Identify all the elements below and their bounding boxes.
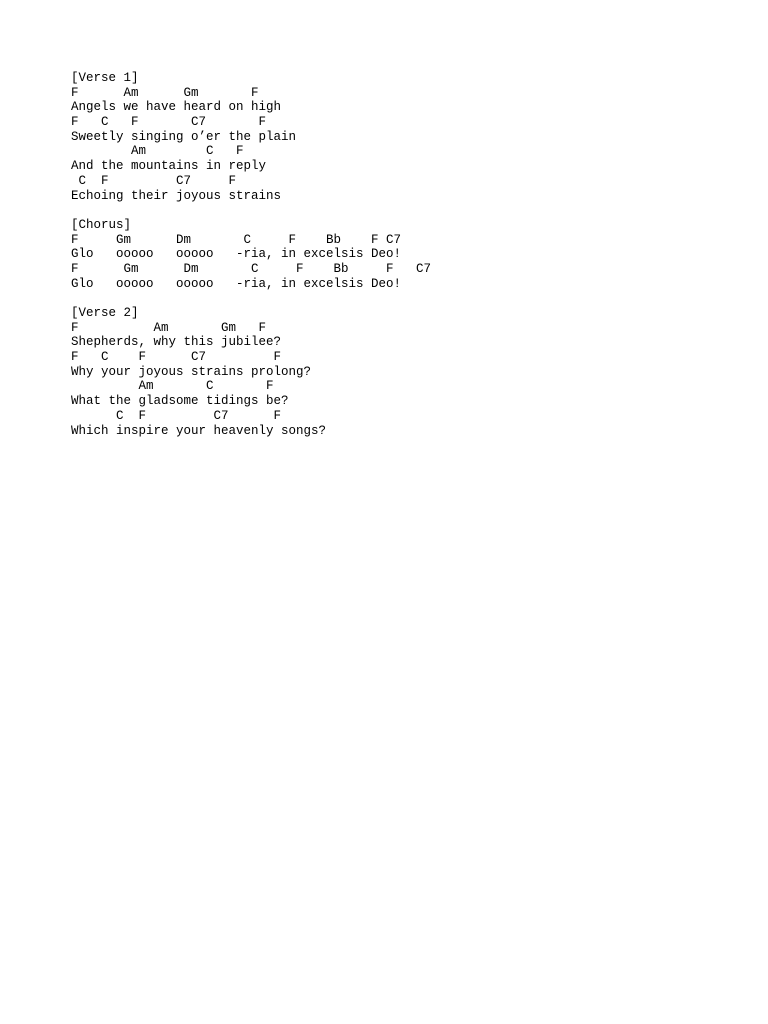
chord-line: F Am Gm F bbox=[71, 320, 267, 335]
section-verse-1 bbox=[71, 71, 431, 203]
chord-line: F C F C7 F bbox=[71, 350, 282, 365]
chord-line: C F C7 F bbox=[71, 173, 237, 188]
lyric-line: What the gladsome tidings be? bbox=[71, 394, 289, 409]
chord-line: F Am Gm F bbox=[71, 85, 259, 100]
section-verse-2 bbox=[71, 306, 431, 438]
lyric-line: Echoing their joyous strains bbox=[71, 188, 282, 203]
chord-line: F C F C7 F bbox=[71, 115, 267, 130]
section-header: [Verse 1] bbox=[71, 71, 139, 85]
lyric-line: Angels we have heard on high bbox=[71, 100, 282, 115]
lyric-line: Glo ooooo ooooo -ria, in excelsis Deo! bbox=[71, 276, 402, 291]
chord-line: Am C F bbox=[71, 379, 274, 394]
section-header: [Verse 2] bbox=[71, 306, 139, 320]
lyric-line: Which inspire your heavenly songs? bbox=[71, 423, 327, 438]
lyric-line: Shepherds, why this jubilee? bbox=[71, 335, 282, 350]
chord-line: F Gm Dm C F Bb F C7 bbox=[71, 232, 402, 247]
lyric-line: Glo ooooo ooooo -ria, in excelsis Deo! bbox=[71, 247, 402, 262]
chord-sheet bbox=[71, 71, 431, 438]
lyric-line: Why your joyous strains prolong? bbox=[71, 364, 312, 379]
lyric-line: And the mountains in reply bbox=[71, 159, 267, 174]
chord-line: C F C7 F bbox=[71, 408, 282, 423]
chord-line: Am C F bbox=[71, 144, 244, 159]
section-header: [Chorus] bbox=[71, 217, 132, 232]
chord-line: F Gm Dm C F Bb F C7 bbox=[71, 261, 432, 276]
lyric-line: Sweetly singing o’er the plain bbox=[71, 129, 297, 144]
section-chorus bbox=[71, 218, 431, 291]
